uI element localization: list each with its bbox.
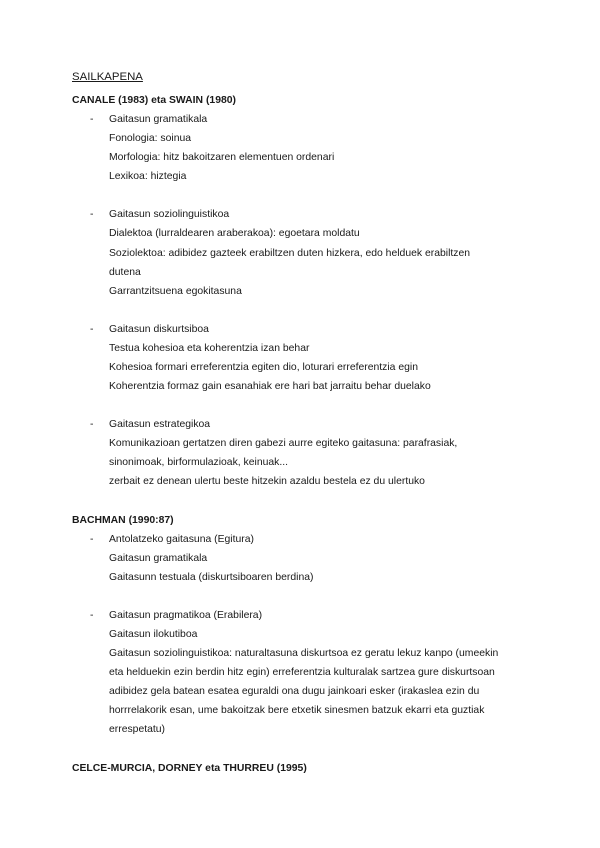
list-item-line: Testua kohesioa eta koherentzia izan behar — [109, 343, 310, 354]
list-item-line: errespetatu) — [109, 724, 166, 735]
list-item-line: Koherentzia formaz gain esanahiak ere hari bat jarraitu behar duelako — [109, 381, 431, 392]
list-item-title: Gaitasun pragmatikoa (Erabilera) — [109, 610, 263, 621]
list-item-title: Antolatzeko gaitasuna (Egitura) — [109, 534, 254, 545]
section-heading: SAILKAPENA — [72, 71, 143, 83]
list-item-line: adibidez gela batean esatea eguraldi ona dugu jainkoari esker (irakaslea ezin du — [109, 686, 480, 697]
list-item-title: Gaitasun soziolinguistikoa — [109, 209, 230, 220]
list-item-line: zerbait ez denean ulertu beste hitzekin azaldu bestela ez du ulertuko — [109, 476, 425, 487]
list-item-line: dutena — [109, 267, 141, 278]
list-bullet: - — [90, 114, 94, 125]
list-item-line: Gaitasun ilokutiboa — [109, 629, 198, 640]
list-bullet: - — [90, 209, 94, 220]
list-bullet: - — [90, 324, 94, 335]
list-item-line: Gaitasun gramatikala — [109, 553, 208, 564]
list-item-line: Gaitasun soziolinguistikoa: naturaltasuna diskurtsoa ez geratu lekuz kanpo (umeekin — [109, 648, 499, 659]
list-item-line: sinonimoak, birformulazioak, keinuak... — [109, 457, 289, 468]
list-bullet: - — [90, 534, 94, 545]
list-item-line: Morfologia: hitz bakoitzaren elementuen ordenari — [109, 152, 335, 163]
list-item-line: Dialektoa (lurraldearen araberakoa): egoetara moldatu — [109, 228, 360, 239]
list-item-title: Gaitasun diskurtsiboa — [109, 324, 209, 335]
author-heading-canale-swain: CANALE (1983) eta SWAIN (1980) — [72, 95, 236, 106]
list-item-line: Soziolektoa: adibidez gazteek erabiltzen duten hizkera, edo helduek erabiltzen — [109, 248, 471, 259]
list-item-line: horrrelakorik esan, ume bakoitzak bere etxetik sinesmen batzuk ekarri eta guztiak — [109, 705, 485, 716]
list-item-line: Komunikazioan gertatzen diren gabezi aurre egiteko gaitasuna: parafrasiak, — [109, 438, 458, 449]
list-item-title: Gaitasun estrategikoa — [109, 419, 211, 430]
list-item-line: Garrantzitsuena egokitasuna — [109, 286, 242, 297]
list-item-line: Lexikoa: hiztegia — [109, 171, 187, 182]
list-item-title: Gaitasun gramatikala — [109, 114, 208, 125]
list-item-line: Fonologia: soinua — [109, 133, 192, 144]
list-item-line: Gaitasunn testuala (diskurtsiboaren berdina) — [109, 572, 314, 583]
list-item-line: Kohesioa formari erreferentzia egiten dio, loturari erreferentzia egin — [109, 362, 418, 373]
author-heading-bachman: BACHMAN (1990:87) — [72, 515, 174, 526]
list-bullet: - — [90, 419, 94, 430]
list-bullet: - — [90, 610, 94, 621]
author-heading-celce-murcia: CELCE-MURCIA, DORNEY eta THURREU (1995) — [72, 763, 307, 774]
list-item-line: eta helduekin ezin berdin hitz egin) erreferentzia kulturalak sartzea gure diskurtsoan — [109, 667, 495, 678]
